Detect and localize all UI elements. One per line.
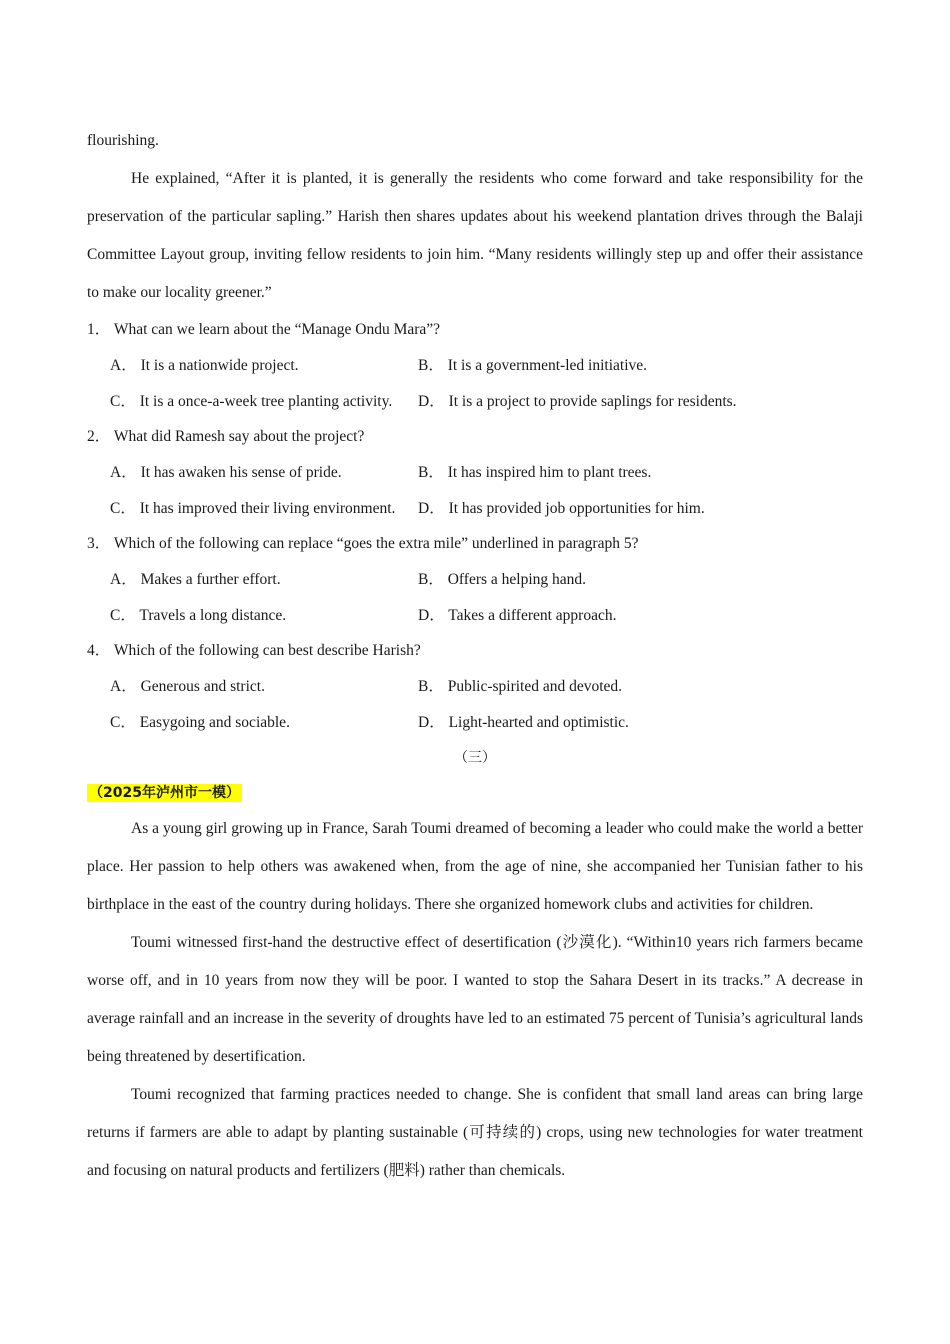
option-d: D． It has provided job opportunities for him. xyxy=(418,499,705,517)
option-b: B． Public-spirited and devoted. xyxy=(418,678,623,695)
question-stem: 4． Which of the following can best describe Harish? xyxy=(87,642,421,659)
paragraph-harish-explained: He explained, “After it is planted, it is generally the residents who come forward and take responsibility for the preservation of the particular sapling.” Harish then shares updates about his weekend plantation drives through the Balaji Committee Layout group, inviting fellow residents to join him. “Many residents willingly step up and offer their assistance to make our locality greener.” xyxy=(87,170,863,301)
option-row xyxy=(87,705,863,741)
document-page xyxy=(87,122,863,1190)
question-2 xyxy=(87,419,863,526)
question-1 xyxy=(87,312,863,419)
paragraph-sarah-toumi-intro: As a young girl growing up in France, Sarah Toumi dreamed of becoming a leader who could make the world a better place. Her passion to help others was awakened when, from the age of nine, she accompanied her Tunisian father to his birthplace in the east of the country during holidays. There she organized homework clubs and activities for children. xyxy=(87,820,863,913)
option-d: D． It is a project to provide saplings for residents. xyxy=(418,392,737,410)
question-4 xyxy=(87,633,863,740)
option-row xyxy=(87,669,863,705)
section-title: （三） xyxy=(454,750,496,766)
option-a: A． Generous and strict. xyxy=(110,678,265,695)
option-d: D． Light-hearted and optimistic. xyxy=(418,713,629,731)
option-row xyxy=(87,491,863,527)
option-c: C． Easygoing and sociable. xyxy=(110,713,290,731)
paragraph-desertification: Toumi witnessed first-hand the destructive effect of desertification (沙漠化). “Within10 years rich farmers became worse off, and in 10 years from now they will be poor. I wanted to stop the Sahara Desert in its tracks.” A decrease in average rainfall and an increase in the severity of droughts have led to an estimated 75 percent of Tunisia’s agricultural lands being threatened by desertification. xyxy=(87,934,863,1065)
option-b: B． It has inspired him to plant trees. xyxy=(418,464,652,481)
option-c: C． It has improved their living environment. xyxy=(110,499,396,517)
option-a: A． It has awaken his sense of pride. xyxy=(110,464,342,481)
paragraph-flourishing: flourishing. xyxy=(87,132,159,149)
option-row xyxy=(87,455,863,491)
source-tag-line xyxy=(87,776,863,810)
question-stem: 2． What did Ramesh say about the project? xyxy=(87,428,365,445)
option-row xyxy=(87,562,863,598)
question-stem: 3． Which of the following can replace “goes the extra mile” underlined in paragraph 5? xyxy=(87,535,639,552)
option-c: C． Travels a long distance. xyxy=(110,606,287,624)
option-row xyxy=(87,598,863,634)
option-a: A． Makes a further effort. xyxy=(110,571,281,588)
option-row xyxy=(87,348,863,384)
source-tag-highlight: （2025年泸州市一模） xyxy=(89,785,240,801)
option-a: A． It is a nationwide project. xyxy=(110,357,299,374)
option-c: C． It is a once-a-week tree planting activity. xyxy=(110,392,393,410)
option-b: B． Offers a helping hand. xyxy=(418,571,587,588)
paragraph-farming-practices: Toumi recognized that farming practices needed to change. She is confident that small land areas can bring large returns if farmers are able to adapt by planting sustainable (可持续的) crops, using new technologies for water treatment and focusing on natural products and fertilizers (肥料) rather than chemicals. xyxy=(87,1086,863,1179)
option-d: D． Takes a different approach. xyxy=(418,606,617,624)
question-stem: 1． What can we learn about the “Manage Ondu Mara”? xyxy=(87,321,441,338)
option-b: B． It is a government-led initiative. xyxy=(418,357,648,374)
question-3 xyxy=(87,526,863,633)
option-row xyxy=(87,384,863,420)
